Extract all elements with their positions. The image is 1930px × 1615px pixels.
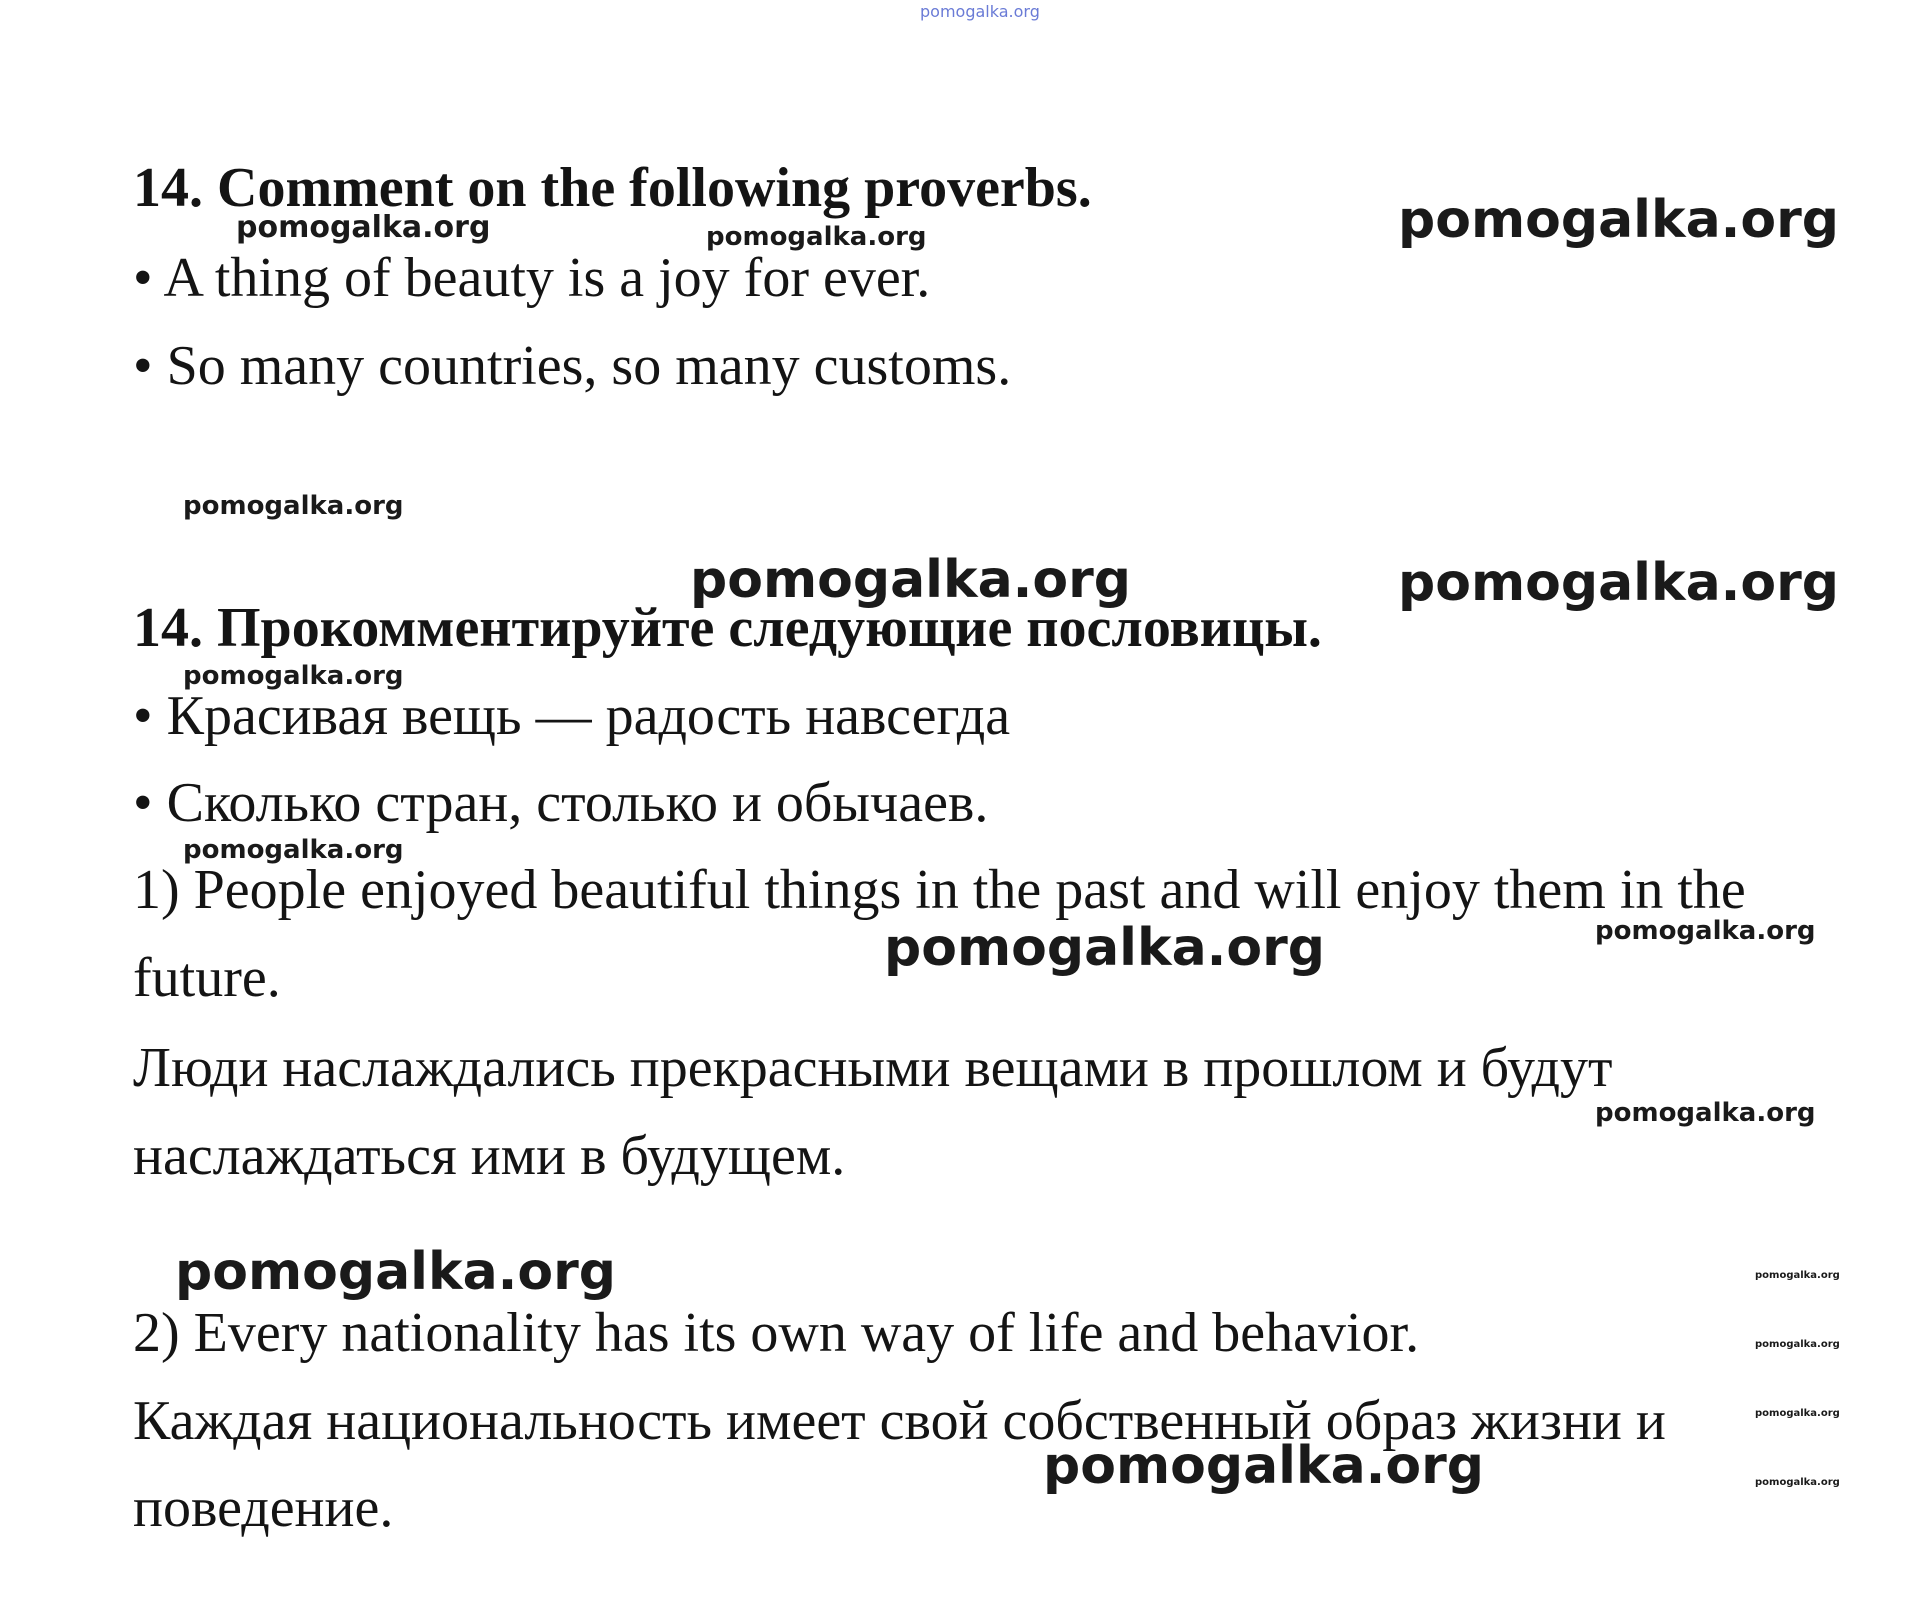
watermark: pomogalka.org xyxy=(690,550,1132,610)
proverb-item-ru-1: • Красивая вещь — радость навсегда xyxy=(133,685,1011,747)
watermark: pomogalka.org xyxy=(1595,916,1816,946)
proverb-item-1: • A thing of beauty is a joy for ever. xyxy=(133,247,931,309)
watermark-top: pomogalka.org xyxy=(920,2,1040,21)
answer-1-english-line2: future. xyxy=(133,947,281,1009)
answer-1-russian-line1: Люди наслаждались прекрасными вещами в прошлом и будут xyxy=(133,1037,1613,1099)
watermark: pomogalka.org xyxy=(183,661,404,691)
watermark: pomogalka.org xyxy=(1043,1436,1485,1496)
answer-2-russian-line2: поведение. xyxy=(133,1477,394,1539)
watermark: pomogalka.org xyxy=(1755,1477,1840,1488)
answer-2-russian-line1: Каждая национальность имеет свой собственный образ жизни и xyxy=(133,1390,1666,1452)
exercise-heading-english: 14. Comment on the following proverbs. xyxy=(133,157,1092,219)
watermark: pomogalka.org xyxy=(706,222,927,252)
watermark: pomogalka.org xyxy=(1755,1408,1840,1419)
watermark: pomogalka.org xyxy=(1398,553,1840,613)
answer-2-english: 2) Every nationality has its own way of life and behavior. xyxy=(133,1302,1420,1364)
watermark: pomogalka.org xyxy=(236,210,491,245)
proverb-item-2: • So many countries, so many customs. xyxy=(133,335,1012,397)
watermark: pomogalka.org xyxy=(1755,1270,1840,1281)
watermark: pomogalka.org xyxy=(1755,1339,1840,1350)
watermark: pomogalka.org xyxy=(884,918,1326,978)
watermark: pomogalka.org xyxy=(1398,190,1840,250)
watermark: pomogalka.org xyxy=(175,1242,617,1302)
proverb-item-ru-2: • Сколько стран, столько и обычаев. xyxy=(133,772,989,834)
answer-1-english-line1: 1) People enjoyed beautiful things in the past and will enjoy them in the xyxy=(133,859,1746,921)
watermark: pomogalka.org xyxy=(183,835,404,865)
exercise-heading-russian: 14. Прокомментируйте следующие пословицы. xyxy=(133,597,1322,659)
watermark: pomogalka.org xyxy=(183,491,404,521)
answer-1-russian-line2: наслаждаться ими в будущем. xyxy=(133,1125,846,1187)
watermark: pomogalka.org xyxy=(1595,1098,1816,1128)
